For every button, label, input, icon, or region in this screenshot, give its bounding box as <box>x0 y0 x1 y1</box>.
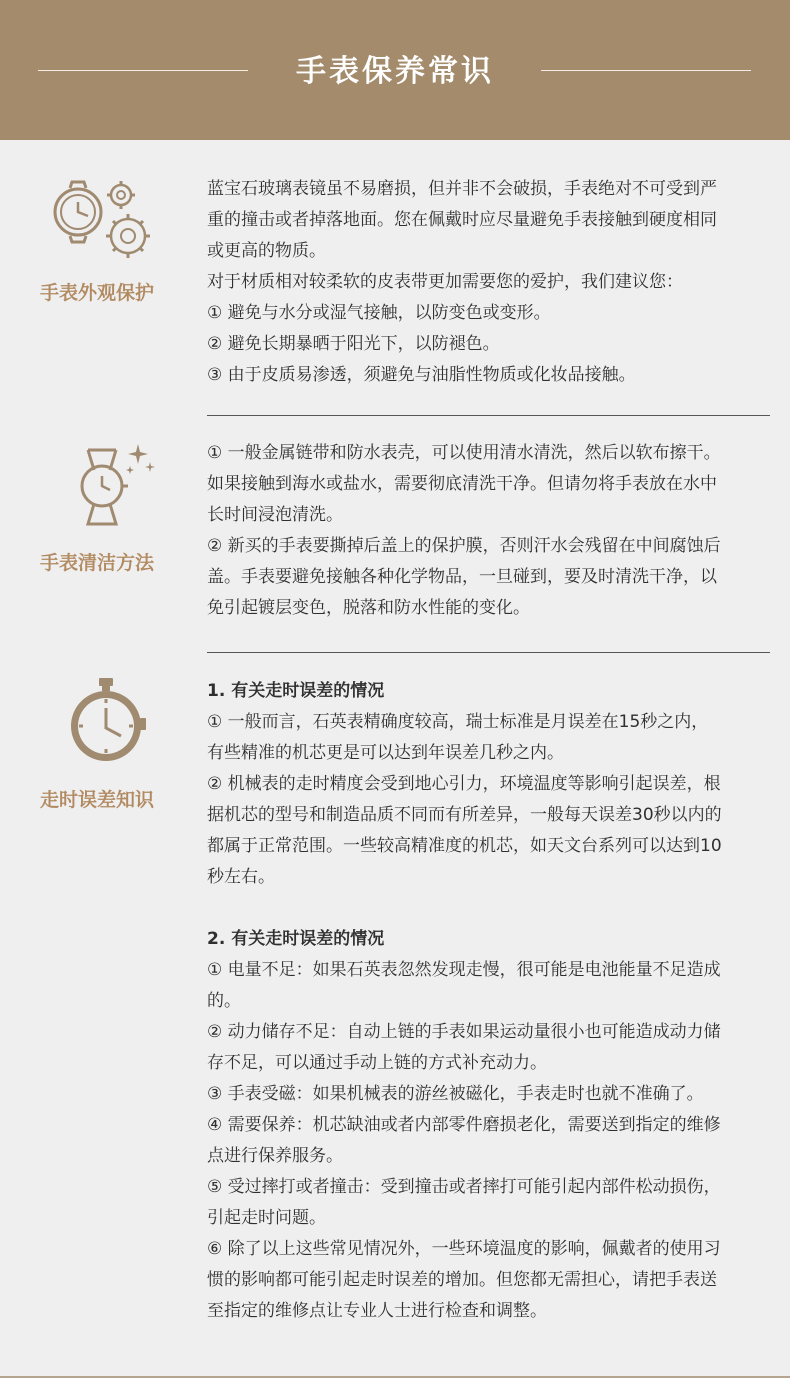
section-label: 走时误差知识 <box>40 789 155 811</box>
text-line: 盖。手表要避免接触各种化学物品，一旦碰到，要及时清洗干净，以 <box>207 567 717 587</box>
wristwatch-sparkle-icon <box>72 440 158 532</box>
section-label: 手表清洁方法 <box>40 552 155 574</box>
section-body <box>207 174 772 391</box>
text-line: ② 动力储存不足：自动上链的手表如果运动量很小也可能造成动力储 <box>207 1022 721 1042</box>
text-line: ② 新买的手表要撕掉后盖上的保护膜，否则汗水会残留在中间腐蚀后 <box>207 536 721 556</box>
subheading: 1. 有关走时误差的情况 <box>207 681 385 701</box>
subheading: 2. 有关走时误差的情况 <box>207 929 385 949</box>
text-line: ① 避免与水分或湿气接触，以防变色或变形。 <box>207 303 551 323</box>
text-line: 引起走时问题。 <box>207 1208 326 1228</box>
text-line: ④ 需要保养：机芯缺油或者内部零件磨损老化，需要送到指定的维修 <box>207 1115 721 1135</box>
section-body <box>207 676 772 1327</box>
text-line: 长时间浸泡清洗。 <box>207 505 343 525</box>
text-line: ① 电量不足：如果石英表忽然发现走慢，很可能是电池能量不足造成 <box>207 960 721 980</box>
text-line: 的。 <box>207 991 241 1011</box>
clock-icon <box>66 678 148 766</box>
text-line: ② 避免长期暴晒于阳光下，以防褪色。 <box>207 334 500 354</box>
text-line: 重的撞击或者掉落地面。您在佩戴时应尽量避免手表接触到硬度相同 <box>207 210 717 230</box>
page-title: 手表保养常识 <box>296 54 494 89</box>
text-line: ③ 手表受磁：如果机械表的游丝被磁化，手表走时也就不准确了。 <box>207 1084 704 1104</box>
text-line: 如果接触到海水或盐水，需要彻底清洗干净。但请勿将手表放在水中 <box>207 474 717 494</box>
text-line: ⑥ 除了以上这些常见情况外，一些环境温度的影响，佩戴者的使用习 <box>207 1239 721 1259</box>
text-line: 免引起镀层变色，脱落和防水性能的变化。 <box>207 598 530 618</box>
text-line: 蓝宝石玻璃表镜虽不易磨损，但并非不会破损，手表绝对不可受到严 <box>207 179 717 199</box>
text-line: 有些精准的机芯更是可以达到年误差几秒之内。 <box>207 743 564 763</box>
header-right-rule <box>541 70 751 71</box>
section-divider <box>207 415 770 416</box>
text-line: ① 一般金属链带和防水表壳，可以使用清水清洗，然后以软布擦干。 <box>207 443 721 463</box>
text-line: 对于材质相对较柔软的皮表带更加需要您的爱护，我们建议您： <box>207 272 683 292</box>
watch-gears-icon <box>48 178 156 264</box>
section-divider <box>207 652 770 653</box>
text-line: 点进行保养服务。 <box>207 1146 343 1166</box>
text-line: ② 机械表的走时精度会受到地心引力，环境温度等影响引起误差，根 <box>207 774 721 794</box>
text-line: 或更高的物质。 <box>207 241 326 261</box>
text-line: ③ 由于皮质易渗透，须避免与油脂性物质或化妆品接触。 <box>207 365 636 385</box>
text-line: ⑤ 受过摔打或者撞击：受到撞击或者摔打可能引起内部件松动损伤， <box>207 1177 721 1197</box>
section-label: 手表外观保护 <box>40 282 155 304</box>
page-header <box>0 0 790 140</box>
text-line: 惯的影响都可能引起走时误差的增加。但您都无需担心，请把手表送 <box>207 1270 717 1290</box>
text-line: 至指定的维修点让专业人士进行检查和调整。 <box>207 1301 547 1321</box>
text-line: 存不足，可以通过手动上链的方式补充动力。 <box>207 1053 547 1073</box>
text-line: ① 一般而言，石英表精确度较高，瑞士标准是月误差在15秒之内， <box>207 712 709 732</box>
text-line: 都属于正常范围。一些较高精准度的机芯，如天文台系列可以达到10 <box>207 836 722 856</box>
spacer <box>207 893 772 924</box>
text-line: 秒左右。 <box>207 867 275 887</box>
section-body <box>207 438 772 624</box>
text-line: 据机芯的型号和制造品质不同而有所差异，一般每天误差30秒以内的 <box>207 805 722 825</box>
